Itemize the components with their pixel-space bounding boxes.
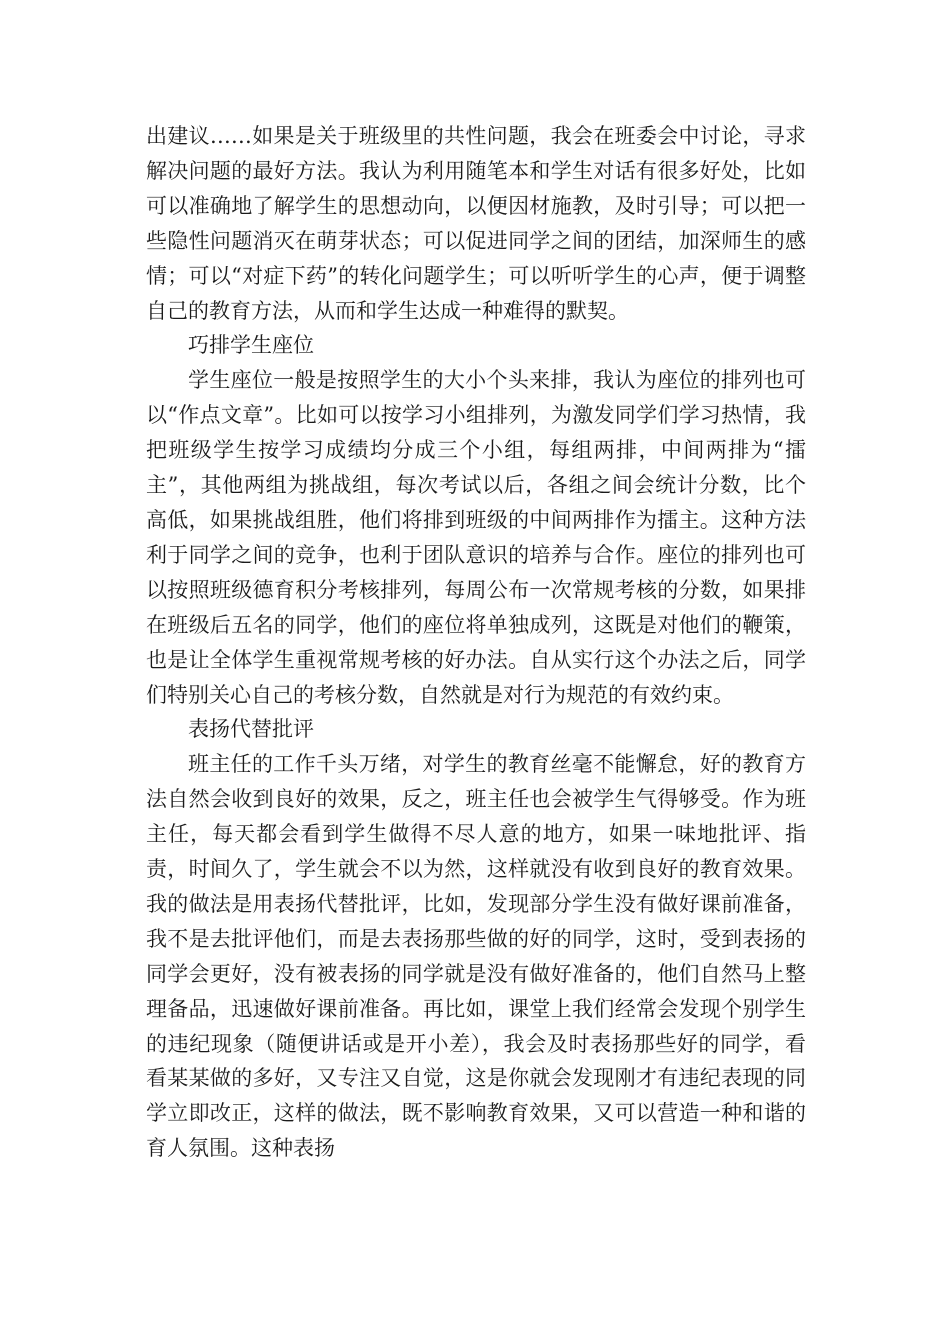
section-heading-praise: 表扬代替批评	[188, 717, 314, 742]
paragraph-suggestions-continued: 出建议……如果是关于班级里的共性问题，我会在班委会中讨论，寻求解决问题的最好方法。我认为利用随笔本和学生对话有很多好处，比如可以准确地了解学生的思想动向，以便因材施教，及时引导；可以把一些隐性问题消灭在萌芽状态；可以促进同学之间的团结，加深师生的感情；可以“对症下药”的转化问题学生；可以听听学生的心声，便于调整自己的教育方法，从而和学生达成一种难得的默契。	[146, 124, 806, 323]
paragraph-seating: 学生座位一般是按照学生的大小个头来排，我认为座位的排列也可以“作点文章”。比如可以按学习小组排列，为激发同学们学习热情，我把班级学生按学习成绩均分成三个小组，每组两排，中间两排为“擂主”，其他两组为挑战组，每次考试以后，各组之间会统计分数，比个高低，如果挑战组胜，他们将排到班级的中间两排作为擂主。这种方法利于同学之间的竞争，也利于团队意识的培养与合作。座位的排列也可以按照班级德育积分考核排列，每周公布一次常规考核的分数，如果排在班级后五名的同学，他们的座位将单独成列，这既是对他们的鞭策，也是让全体学生重视常规考核的好办法。自从实行这个办法之后，同学们特别关心自己的考核分数，自然就是对行为规范的有效约束。	[146, 368, 806, 707]
section-heading-seating: 巧排学生座位	[188, 333, 314, 358]
document-body	[146, 119, 806, 1166]
paragraph-praise: 班主任的工作千头万绪，对学生的教育丝毫不能懈怠，好的教育方法自然会收到良好的效果，反之，班主任也会被学生气得够受。作为班主任，每天都会看到学生做得不尽人意的地方，如果一味地批评、指责，时间久了，学生就会不以为然，这样就没有收到良好的教育效果。我的做法是用表扬代替批评，比如，发现部分学生没有做好课前准备，我不是去批评他们，而是去表扬那些做的好的同学，这时，受到表扬的同学会更好，没有被表扬的同学就是没有做好准备的，他们自然马上整理备品，迅速做好课前准备。再比如，课堂上我们经常会发现个别学生的违纪现象（随便讲话或是开小差），我会及时表扬那些好的同学，看看某某做的多好，又专注又自觉，这是你就会发现刚才有违纪表现的同学立即改正，这样的做法，既不影响教育效果，又可以营造一种和谐的育人氛围。这种表扬	[146, 752, 806, 1161]
